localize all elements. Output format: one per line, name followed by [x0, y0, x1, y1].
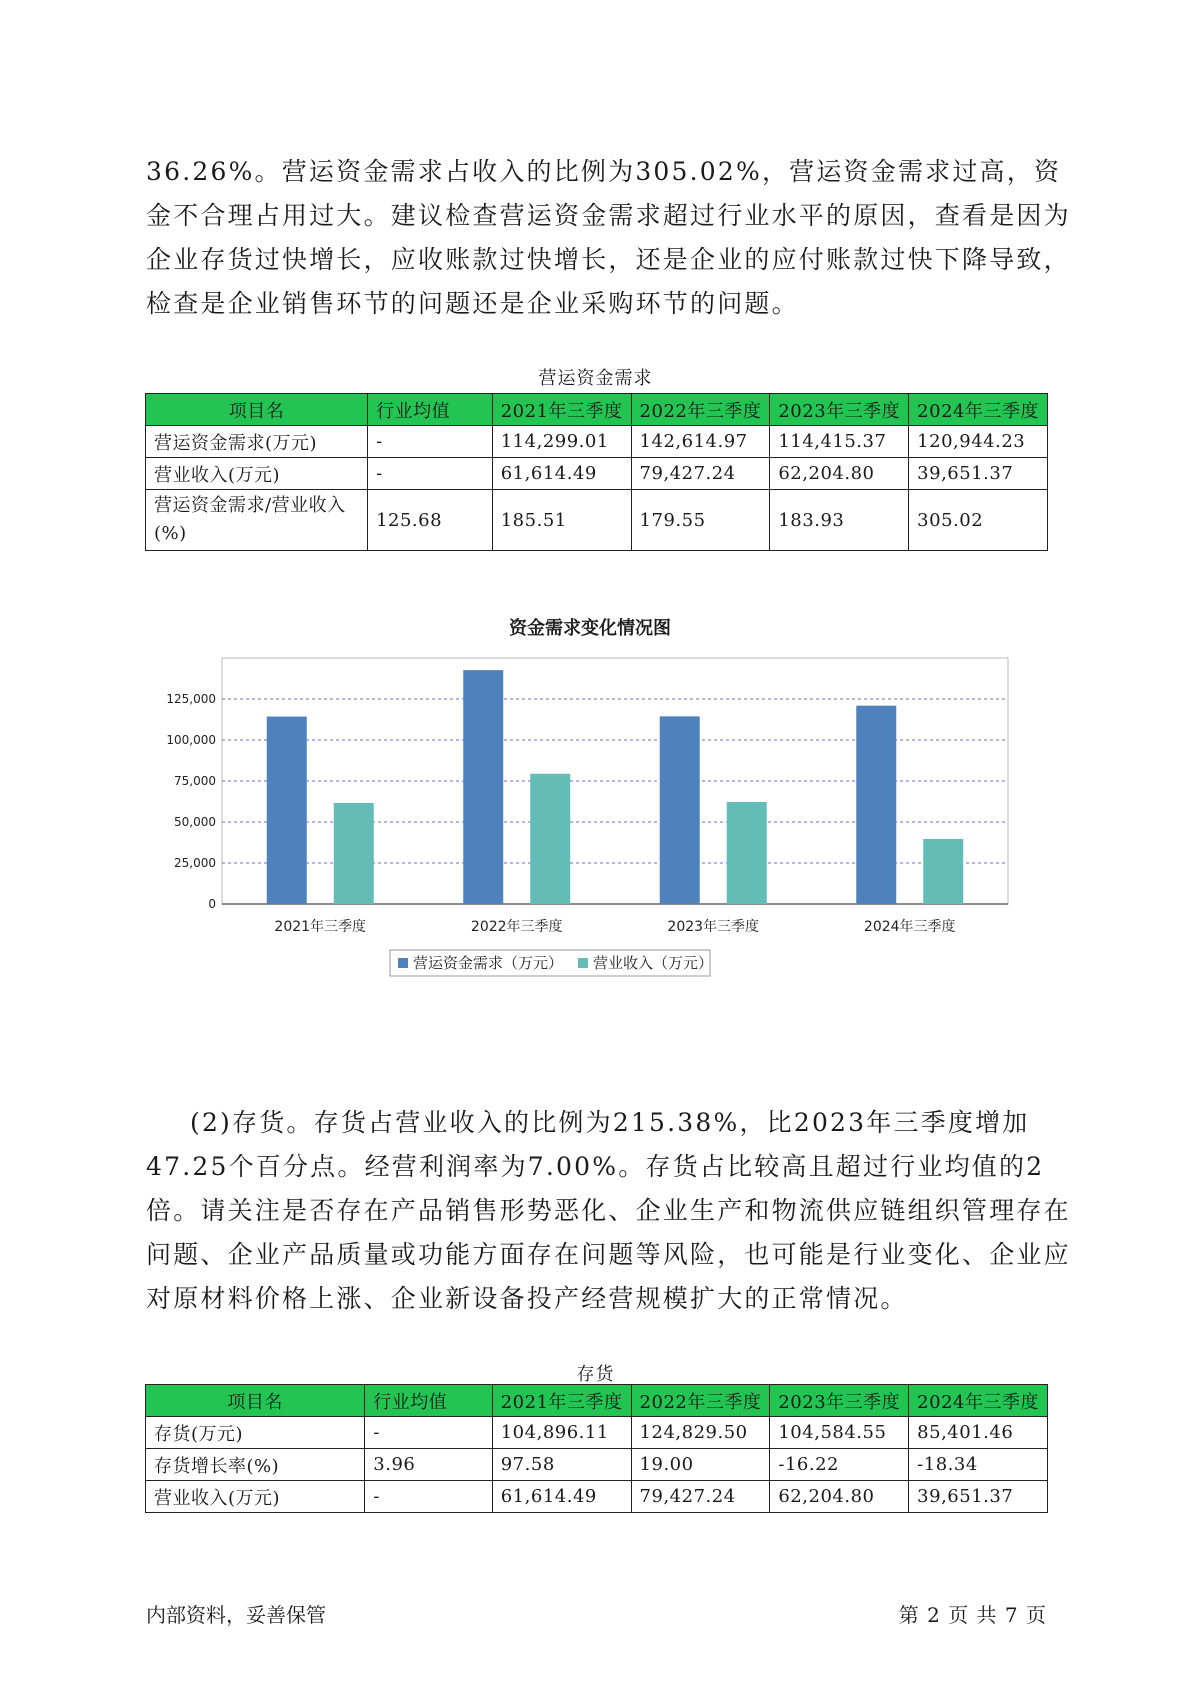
inventory-table — [145, 1384, 1048, 1513]
bar — [856, 706, 896, 904]
header-cell: 2024年三季度 — [909, 1385, 1048, 1417]
table-cell: - — [365, 1481, 492, 1513]
header-cell: 2022年三季度 — [631, 1385, 770, 1417]
bar — [267, 717, 307, 904]
y-tick-label: 75,000 — [174, 774, 216, 788]
table-cell: 3.96 — [365, 1449, 492, 1481]
header-cell: 项目名 — [146, 1385, 365, 1417]
table-header-row — [146, 394, 1048, 426]
table-cell: 114,415.37 — [770, 426, 909, 458]
header-cell: 2022年三季度 — [631, 394, 770, 426]
table-cell: 124,829.50 — [631, 1417, 770, 1449]
table-cell: 存货增长率(%) — [146, 1449, 365, 1481]
header-cell: 行业均值 — [365, 1385, 492, 1417]
legend-swatch — [578, 958, 588, 968]
table-cell: 179.55 — [631, 490, 770, 551]
table-cell: - — [368, 426, 493, 458]
table-cell: 营业收入(万元) — [146, 458, 368, 490]
bar — [660, 716, 700, 904]
paragraph-1: 36.26%。营运资金需求占收入的比例为305.02%，营运资金需求过高，资金不合理占用过大。建议检查营运资金需求超过行业水平的原因，查看是因为企业存货过快增长，应收账款过快增长，还是企业的应付账款过快下降导致，检查是企业销售环节的问题还是企业采购环节的问题。 — [146, 157, 1071, 318]
header-cell: 2024年三季度 — [909, 394, 1048, 426]
header-cell: 2023年三季度 — [770, 394, 909, 426]
table-cell: 97.58 — [492, 1449, 631, 1481]
header-cell: 2023年三季度 — [770, 1385, 909, 1417]
table-cell: 183.93 — [770, 490, 909, 551]
header-cell: 行业均值 — [368, 394, 493, 426]
x-tick-label: 2021年三季度 — [274, 919, 367, 935]
table-2-title: 存货 — [576, 1364, 615, 1385]
table-row — [146, 1449, 1048, 1481]
table-cell: -18.34 — [909, 1449, 1048, 1481]
table-cell: 104,584.55 — [770, 1417, 909, 1449]
table-cell: 存货(万元) — [146, 1417, 365, 1449]
legend-swatch — [398, 958, 408, 968]
header-cell: 项目名 — [146, 394, 368, 426]
table-row — [146, 426, 1048, 458]
table-cell: -16.22 — [770, 1449, 909, 1481]
y-tick-label: 0 — [208, 897, 216, 911]
paragraph-2 — [146, 1101, 1076, 1321]
footer-confidential: 内部资料，妥善保管 — [146, 1603, 326, 1627]
chart-title: 资金需求变化情况图 — [509, 618, 671, 639]
table-cell: 营运资金需求/营业收入(%) — [146, 490, 368, 551]
table-row — [146, 1481, 1048, 1513]
table-cell: 120,944.23 — [909, 426, 1048, 458]
working-capital-table — [145, 393, 1048, 551]
chart-canvas — [150, 608, 1030, 1058]
table-cell: 39,651.37 — [909, 458, 1048, 490]
x-tick-label: 2023年三季度 — [667, 919, 760, 935]
table-cell: 79,427.24 — [631, 458, 770, 490]
table-header-row — [146, 1385, 1048, 1417]
table-cell: 104,896.11 — [492, 1417, 631, 1449]
y-tick-label: 25,000 — [174, 856, 216, 870]
table-cell: 营运资金需求(万元) — [146, 426, 368, 458]
y-tick-label: 125,000 — [166, 692, 216, 706]
bar — [463, 670, 503, 904]
table-cell: 62,204.80 — [770, 1481, 909, 1513]
table-cell: 营业收入(万元) — [146, 1481, 365, 1513]
y-tick-label: 100,000 — [166, 733, 216, 747]
table-cell: 62,204.80 — [770, 458, 909, 490]
table-cell: 125.68 — [368, 490, 493, 551]
legend-label: 营运资金需求（万元） — [413, 954, 564, 972]
bar — [334, 803, 374, 904]
table-cell: 85,401.46 — [909, 1417, 1048, 1449]
y-tick-label: 50,000 — [174, 815, 216, 829]
table-cell: 19.00 — [631, 1449, 770, 1481]
table-cell: 61,614.49 — [492, 1481, 631, 1513]
paragraph-2-text: (2)存货。存货占营业收入的比例为215.38%，比2023年三季度增加47.25个百分点。经营利润率为7.00%。存货占比较高且超过行业均值的2倍。请关注是否存在产品销售形势恶化、企业生产和物流供应链组织管理存在问题、企业产品质量或功能方面存在问题等风险，也可能是行业变化、企业应对原材料价格上涨、企业新设备投产经营规模扩大的正常情况。 — [146, 1108, 1071, 1313]
bar — [530, 774, 570, 904]
bar — [727, 802, 767, 904]
table-cell: 61,614.49 — [492, 458, 631, 490]
capital-demand-chart — [150, 608, 1030, 1058]
table-cell: - — [368, 458, 493, 490]
legend-label: 营业收入（万元） — [593, 954, 714, 972]
table-cell: 305.02 — [909, 490, 1048, 551]
footer-page-number: 第 2 页 共 7 页 — [898, 1603, 1047, 1627]
table-cell: 79,427.24 — [631, 1481, 770, 1513]
table-1-title: 营运资金需求 — [538, 368, 653, 389]
table-cell: - — [365, 1417, 492, 1449]
header-cell: 2021年三季度 — [492, 1385, 631, 1417]
table-row — [146, 1417, 1048, 1449]
table-cell: 142,614.97 — [631, 426, 770, 458]
x-tick-label: 2022年三季度 — [470, 919, 563, 935]
header-cell: 2021年三季度 — [492, 394, 631, 426]
bar — [923, 839, 963, 904]
table-row — [146, 458, 1048, 490]
table-cell: 39,651.37 — [909, 1481, 1048, 1513]
table-cell: 185.51 — [492, 490, 631, 551]
table-cell: 114,299.01 — [492, 426, 631, 458]
table-row — [146, 490, 1048, 551]
x-tick-label: 2024年三季度 — [863, 919, 956, 935]
